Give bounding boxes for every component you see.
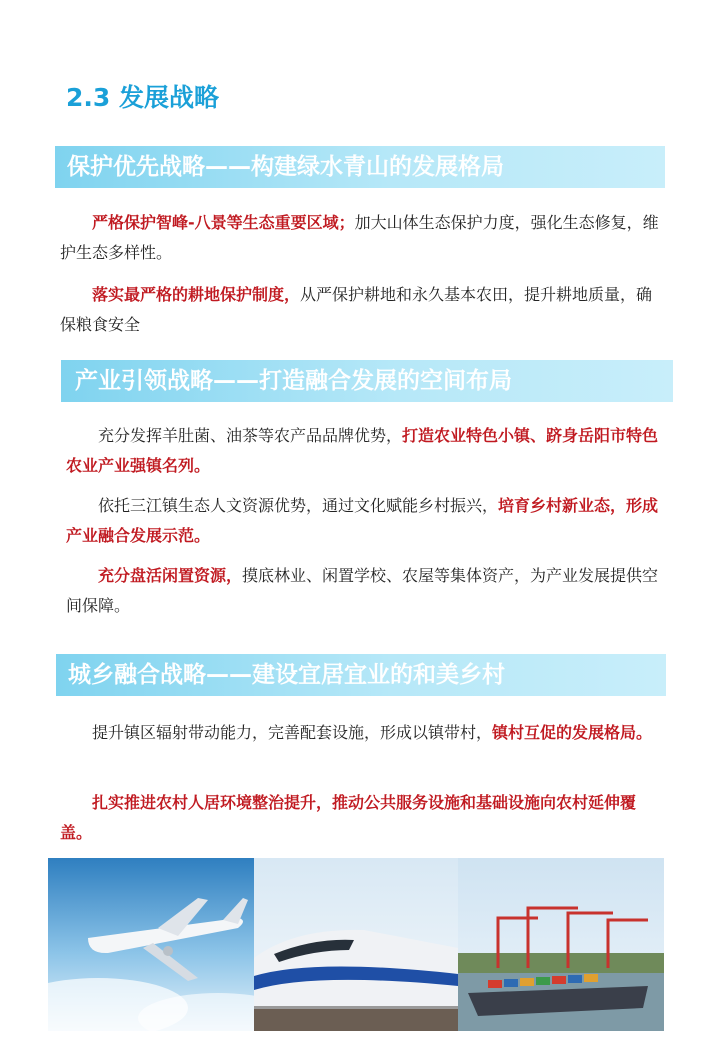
body-text: 加大山体生态保护力度，强化生态修复，维护生态多样性。 (60, 213, 659, 262)
highlight-text: 培育乡村新业态，形成产业融合发展示范。 (66, 496, 659, 545)
highlight-text: 落实最严格的耕地保护制度， (92, 285, 301, 304)
airplane-photo (48, 858, 254, 1031)
highlight-text: 镇村互促的发展格局。 (492, 723, 653, 742)
paragraph (66, 421, 674, 481)
highlight-text: 充分盘活闲置资源， (98, 566, 243, 585)
section-banner-urban-rural: 城乡融合战略——建设宜居宜业的和美乡村 (56, 654, 666, 696)
photo-strip (48, 858, 664, 1031)
page-title: 2.3 发展战略 (66, 83, 219, 112)
paragraph (66, 561, 674, 621)
body-text: 充分发挥羊肚菌、油茶等农产品品牌优势， (98, 426, 403, 445)
highlight-text: 打造农业特色小镇、跻身岳阳市特色农业产业强镇名列。 (66, 426, 659, 475)
highlight-text: 扎实推进农村人居环境整治提升，推动公共服务设施和基础设施向农村延伸覆盖。 (60, 793, 637, 842)
high-speed-train-photo (254, 858, 458, 1031)
paragraph (60, 788, 664, 848)
body-text: 依托三江镇生态人文资源优势，通过文化赋能乡村振兴， (98, 496, 499, 515)
section-banner-industry: 产业引领战略——打造融合发展的空间布局 (61, 360, 673, 402)
paragraph (60, 718, 664, 748)
port-cranes-photo (458, 858, 664, 1031)
section-banner-protection: 保护优先战略——构建绿水青山的发展格局 (55, 146, 665, 188)
body-text: 从严保护耕地和永久基本农田，提升耕地质量，确保粮食安全 (60, 285, 653, 334)
body-text: 提升镇区辐射带动能力，完善配套设施，形成以镇带村， (92, 723, 493, 742)
paragraph (60, 208, 662, 268)
paragraph (60, 280, 662, 340)
paragraph (66, 491, 674, 551)
highlight-text: 严格保护智峰-八景等生态重要区域； (92, 213, 355, 232)
body-text: 摸底林业、闲置学校、农屋等集体资产，为产业发展提供空间保障。 (66, 566, 659, 615)
